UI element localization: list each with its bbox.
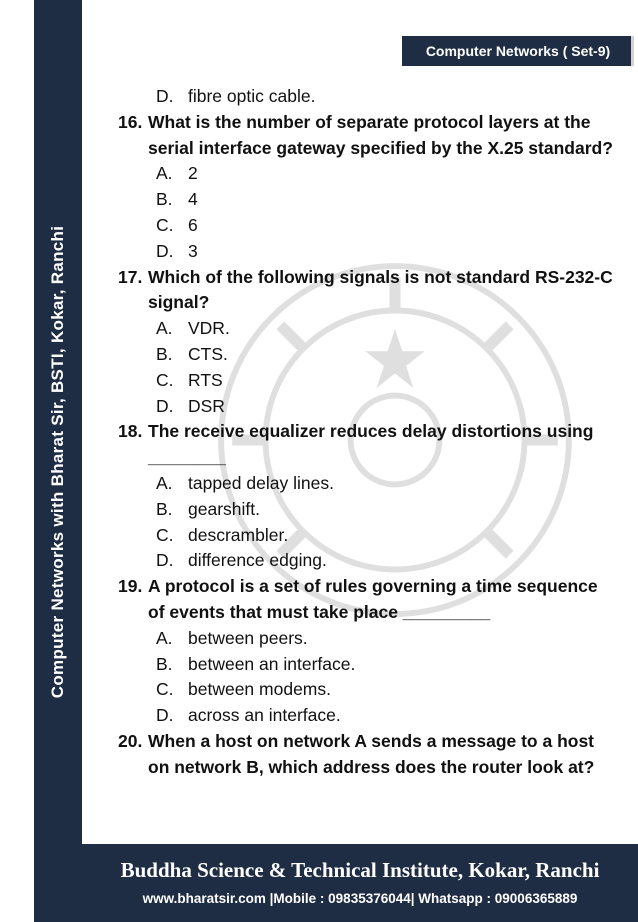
question-text: A protocol is a set of rules governing a time sequence of events that must take place _________ bbox=[148, 576, 598, 622]
option-letter: C. bbox=[156, 369, 174, 390]
option-letter: A. bbox=[156, 318, 173, 339]
option-letter: A. bbox=[156, 163, 173, 184]
option-letter: D. bbox=[156, 240, 174, 261]
option-text: 2 bbox=[188, 163, 198, 184]
option-row bbox=[118, 703, 618, 729]
option-row bbox=[118, 239, 618, 265]
option-text: tapped delay lines. bbox=[188, 472, 334, 493]
option-row bbox=[118, 316, 618, 342]
continuation-option bbox=[118, 84, 618, 110]
option-letter: D. bbox=[156, 705, 174, 726]
option-text: CTS. bbox=[188, 343, 228, 364]
option-row bbox=[118, 677, 618, 703]
option-row bbox=[118, 626, 618, 652]
option-row bbox=[118, 548, 618, 574]
option-text: gearshift. bbox=[188, 498, 260, 519]
question-text: Which of the following signals is not standard RS-232-C signal? bbox=[148, 266, 613, 313]
question-number: 16. bbox=[118, 111, 143, 132]
footer-contact: www.bharatsir.com |Mobile : 09835376044| Whatsapp : 09006365889 bbox=[142, 891, 578, 906]
option-text: fibre optic cable. bbox=[188, 86, 316, 106]
option-text: 3 bbox=[188, 240, 198, 261]
option-row bbox=[118, 368, 618, 394]
option-row bbox=[118, 652, 618, 678]
option-letter: B. bbox=[156, 653, 173, 674]
question-text-row bbox=[118, 265, 618, 317]
option-letter: A. bbox=[156, 472, 173, 493]
question-20 bbox=[118, 729, 618, 781]
option-letter: D. bbox=[156, 395, 174, 416]
option-letter: D. bbox=[156, 86, 174, 106]
option-letter: A. bbox=[156, 627, 173, 648]
option-text: VDR. bbox=[188, 318, 230, 339]
sidebar-title: Computer Networks with Bharat Sir, BSTI, Kokar, Ranchi bbox=[48, 225, 67, 699]
question-number: 17. bbox=[118, 266, 143, 287]
question-text-row bbox=[118, 110, 618, 162]
question-17 bbox=[118, 265, 618, 420]
option-text: 6 bbox=[188, 214, 198, 235]
question-text-row bbox=[118, 419, 618, 471]
option-letter: C. bbox=[156, 524, 174, 545]
question-text-row bbox=[118, 729, 618, 781]
question-number: 19. bbox=[118, 576, 143, 597]
question-text: When a host on network A sends a message to a host on network B, which address does the router look at? bbox=[148, 730, 595, 777]
option-row bbox=[118, 161, 618, 187]
option-letter: C. bbox=[156, 679, 174, 700]
question-text: The receive equalizer reduces delay distortions using ________ bbox=[148, 421, 594, 468]
option-text: descrambler. bbox=[188, 524, 289, 545]
option-row bbox=[118, 471, 618, 497]
set-badge: Computer Networks ( Set-9) bbox=[402, 36, 634, 66]
option-row bbox=[118, 342, 618, 368]
option-text: between modems. bbox=[188, 679, 331, 700]
question-list bbox=[118, 84, 618, 781]
option-text: between peers. bbox=[188, 627, 308, 648]
option-row bbox=[118, 523, 618, 549]
question-number: 18. bbox=[118, 421, 143, 442]
option-row bbox=[118, 394, 618, 420]
option-letter: B. bbox=[156, 189, 173, 210]
option-text: difference edging. bbox=[188, 550, 327, 571]
question-16 bbox=[118, 110, 618, 265]
option-text: across an interface. bbox=[188, 705, 341, 726]
question-text-row bbox=[118, 574, 618, 626]
footer-institute-name: Buddha Science & Technical Institute, Kokar, Ranchi bbox=[120, 858, 600, 882]
footer-band bbox=[82, 844, 638, 922]
question-18 bbox=[118, 419, 618, 574]
option-letter: D. bbox=[156, 550, 174, 571]
option-text: RTS bbox=[188, 369, 223, 390]
option-row bbox=[118, 497, 618, 523]
option-letter: C. bbox=[156, 214, 174, 235]
option-row bbox=[118, 187, 618, 213]
option-letter: B. bbox=[156, 498, 173, 519]
option-text: 4 bbox=[188, 189, 198, 210]
option-text: DSR bbox=[188, 395, 225, 416]
option-row bbox=[118, 213, 618, 239]
option-text: between an interface. bbox=[188, 653, 356, 674]
question-19 bbox=[118, 574, 618, 729]
question-number: 20. bbox=[118, 730, 143, 751]
option-letter: B. bbox=[156, 343, 173, 364]
question-text: What is the number of separate protocol layers at the serial interface gateway specified by the X.25 standard? bbox=[148, 111, 613, 158]
